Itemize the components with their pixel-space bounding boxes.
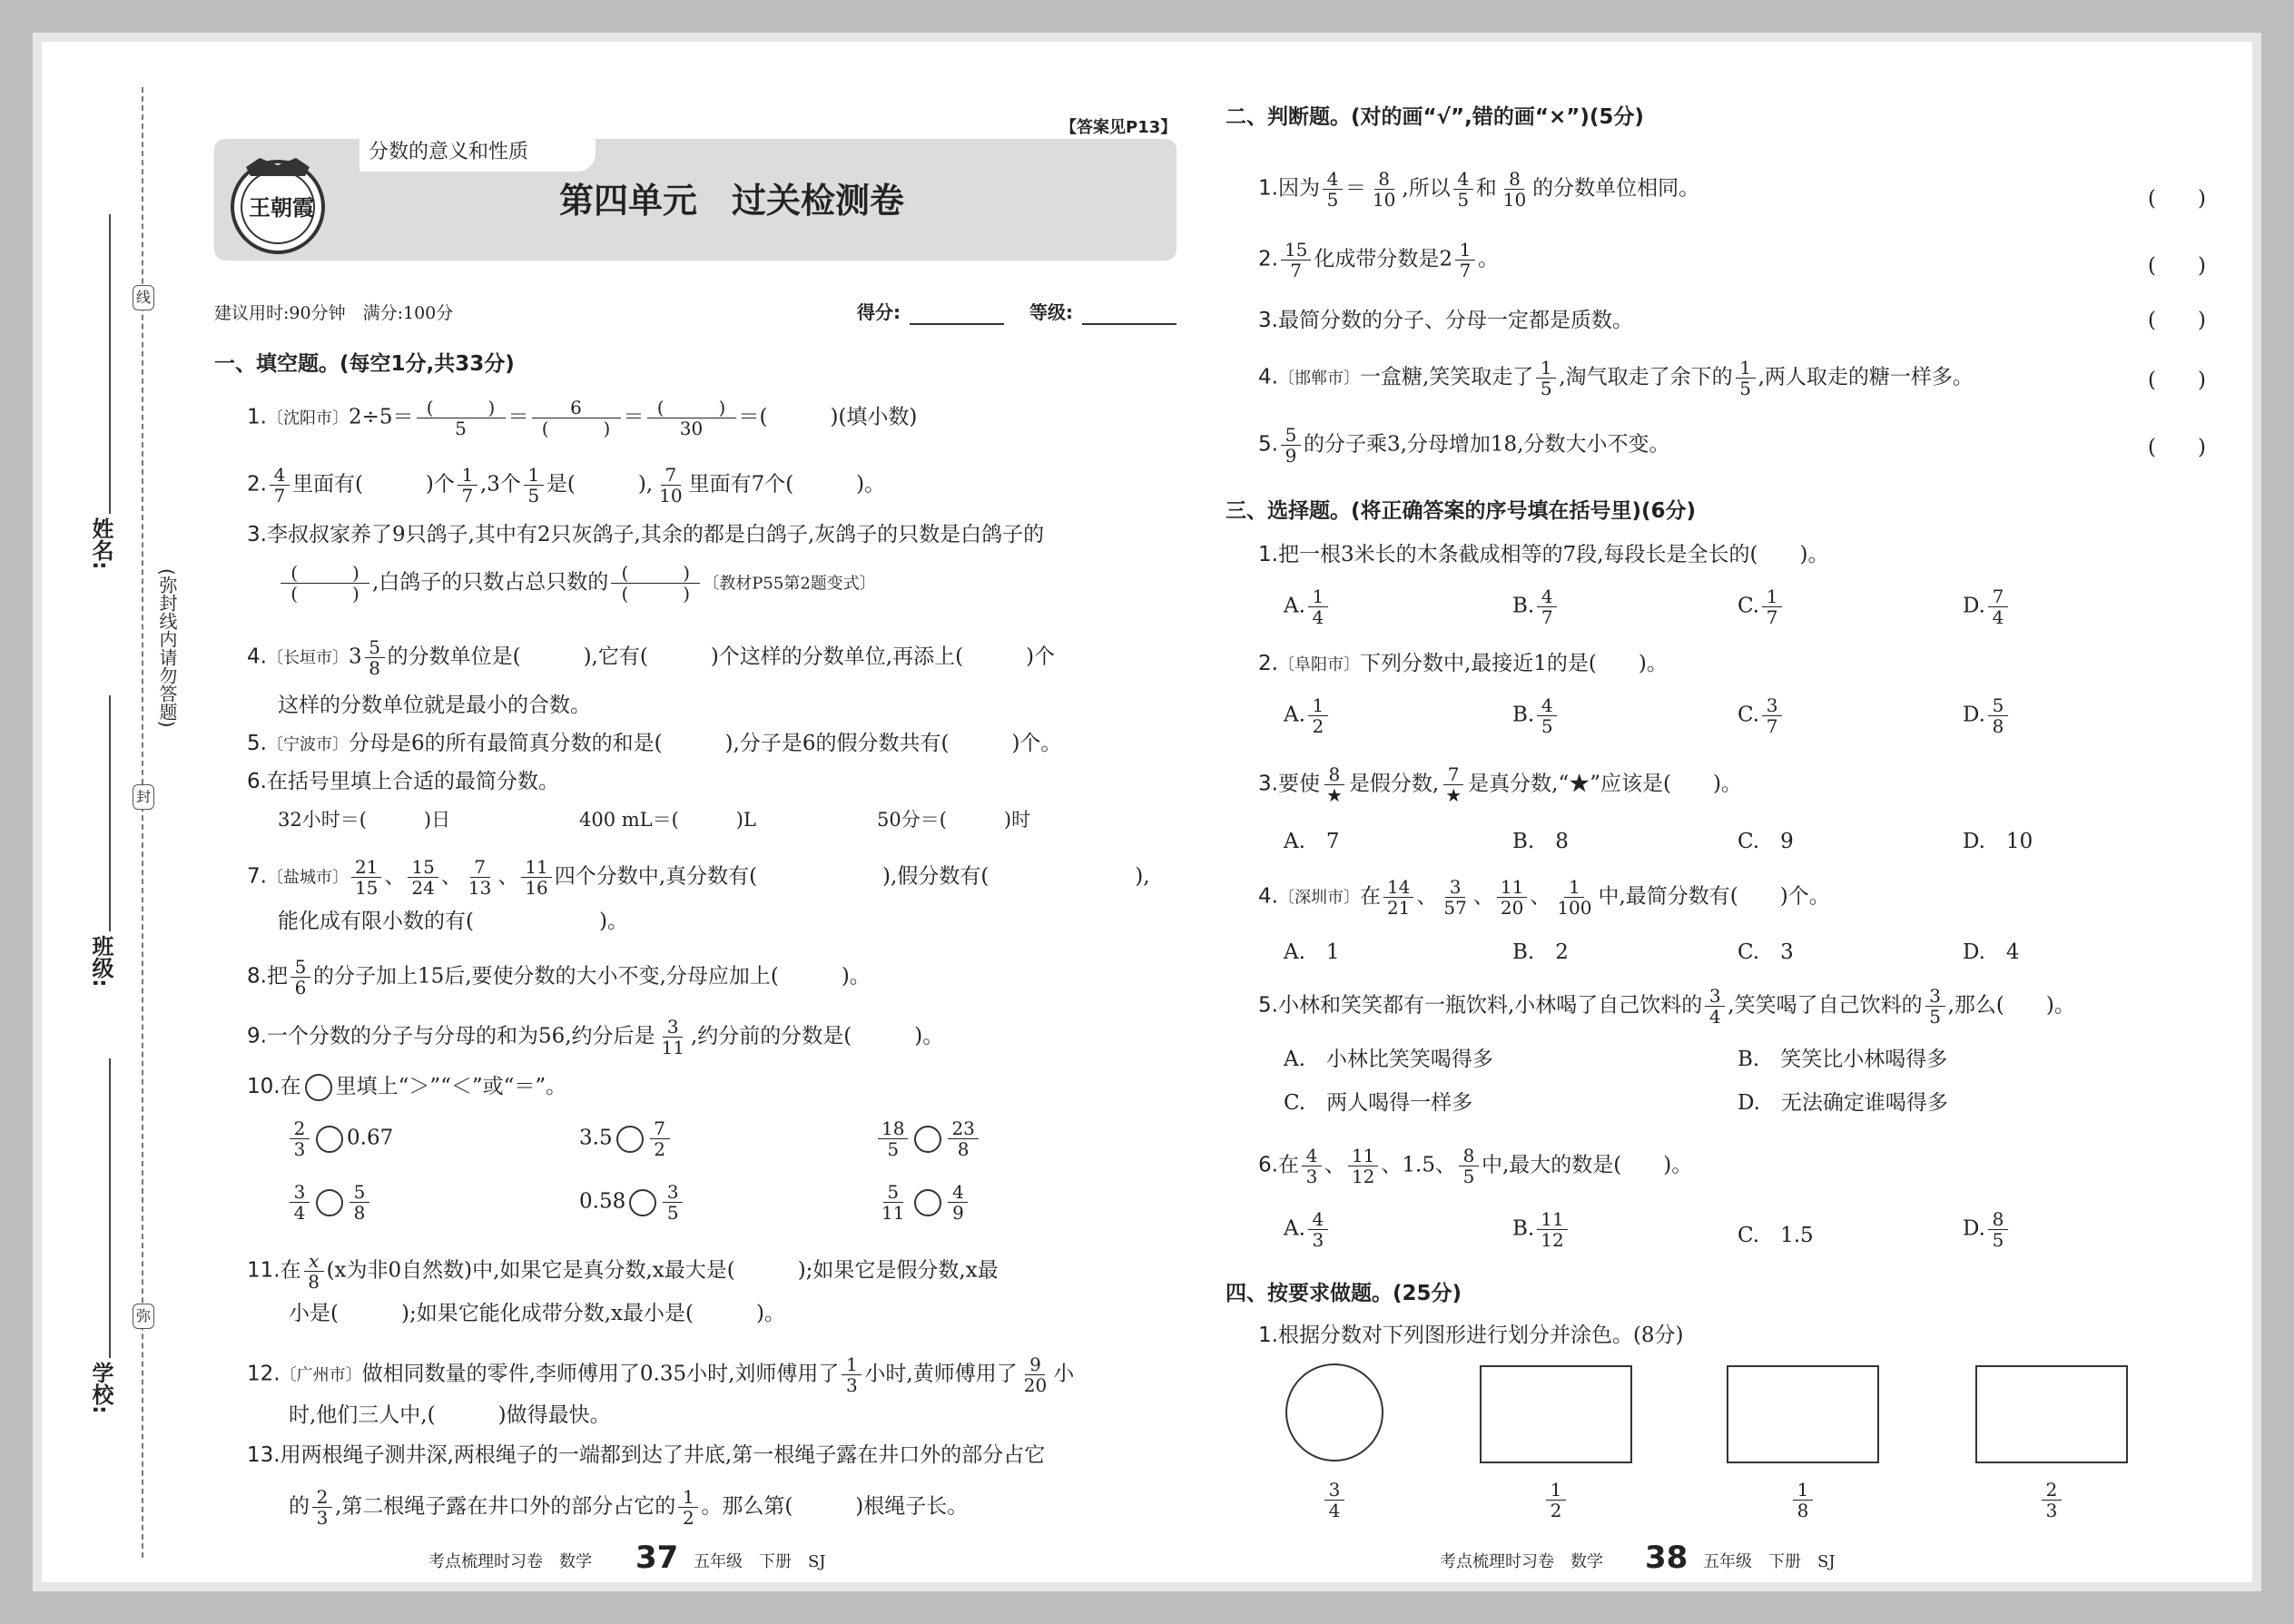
choice-5-c[interactable]: C. 两人喝得一样多 xyxy=(1284,1091,1473,1115)
shape-frac-2: $\frac{1}{2}$ xyxy=(1543,1480,1569,1521)
name-blank[interactable] xyxy=(109,214,111,514)
choice-3: 3.要使 8 ★ 是假分数, 7 ★ 是真分数,“★”应该是( )。 xyxy=(1258,763,1742,806)
choice-4-b[interactable]: B. 2 xyxy=(1512,940,1569,964)
judge-2: 2. $\frac{15}{7}$ 化成带分数是2 $\frac{1}{7}$ 。 xyxy=(1258,239,1500,281)
q10-item-1: $\frac{2}{3}$ 0.67 xyxy=(287,1118,393,1159)
q10-item-5: 0.58 $\frac{3}{5}$ xyxy=(579,1182,685,1223)
grade-blank[interactable] xyxy=(1082,323,1177,325)
question-6: 6.在括号里填上合适的最简分数。 xyxy=(247,770,559,793)
q10-item-3: $\frac{18}{5}$ $\frac{23}{8}$ xyxy=(875,1118,981,1159)
question-10: 10.在 里填上“＞”“＜”或“＝”。 xyxy=(247,1073,566,1101)
class-label: 班级: xyxy=(88,935,113,988)
answer-ref: 【答案见P13】 xyxy=(1060,118,1177,137)
judge-5-answer[interactable]: ( ) xyxy=(2148,436,2206,459)
choice-1-d[interactable]: D. $\frac{7}{4}$ xyxy=(1963,586,2011,627)
choice-1-a[interactable]: A. $\frac{1}{4}$ xyxy=(1284,586,1331,627)
shape-frac-4: $\frac{2}{3}$ xyxy=(2039,1480,2064,1521)
left-page-number: 37 xyxy=(635,1540,679,1576)
class-blank[interactable] xyxy=(109,695,111,931)
choice-6: 6.在 $\frac{4}{3}$ 、 $\frac{11}{12}$ 、1.5、 $\frac{8}{5}$ 中,最大的数是( )。 xyxy=(1258,1145,1693,1187)
judge-4: 4.〔邯郸市〕一盒糖,笑笑取走了 $\frac{1}{5}$ ,淘气取走了余下的 $\frac{1}{5}$ ,两人取走的糖一样多。 xyxy=(1258,357,1974,399)
choice-4-d[interactable]: D. 4 xyxy=(1963,940,2020,964)
left-footer-a: 考点梳理时习卷 数学 xyxy=(428,1552,592,1571)
question-5: 5.〔宁波市〕分母是6的所有最简真分数的和是( ),分子是6的假分数共有( )个。 xyxy=(247,732,1062,755)
question-13: 13.用两根绳子测井深,两根绳子的一端都到达了井底,第一根绳子露在井口外的部分占它 xyxy=(247,1443,1046,1467)
rect-shape-2[interactable] xyxy=(1727,1365,1879,1463)
rect-shape-1[interactable] xyxy=(1480,1365,1632,1463)
choice-5-d[interactable]: D. 无法确定谁喝得多 xyxy=(1738,1091,1948,1115)
section-task-title: 四、按要求做题。(25分) xyxy=(1226,1282,1462,1305)
question-7: 7.〔盐城市〕 $\frac{21}{15}$ 、 $\frac{15}{24}$ 、 $\frac{7}{13}$ 、 $\frac{11}{16}$ 四个分数中,真分数有( ),假分数有( ), xyxy=(247,856,1150,899)
question-3-line2: ( ) ( ) ,白鸽子的只数占总只数的 ( ) ( ) 〔教材P55第2题变式〕 xyxy=(278,563,876,604)
judge-2-answer[interactable]: ( ) xyxy=(2148,254,2206,278)
question-6-b: 400 mL＝( )L xyxy=(579,809,756,831)
choice-4: 4.〔深圳市〕在 $\frac{14}{21}$ 、 $\frac{3}{57}$ 、 $\frac{11}{20}$ 、 $\frac{1}{100}$ 中,最简分数有( )个。 xyxy=(1258,876,1830,919)
choice-1: 1.把一根3米长的木条截成相等的7段,每段长是全长的( )。 xyxy=(1258,543,1829,566)
judge-1-answer[interactable]: ( ) xyxy=(2148,187,2206,211)
exam-sheet xyxy=(33,33,2261,1591)
logo-text: 王朝霞 xyxy=(249,194,314,221)
question-1: 1.〔沈阳市〕2÷5＝ ( ) 5 ＝ 6 ( ) ＝ ( ) 30 ＝( )(填小数) xyxy=(247,397,918,439)
q10-item-4: $\frac{3}{4}$ $\frac{5}{8}$ xyxy=(287,1182,372,1223)
choice-1-c[interactable]: C. $\frac{1}{7}$ xyxy=(1738,586,1785,627)
seal-char-line: 线 xyxy=(133,285,154,310)
score-blank[interactable] xyxy=(910,323,1004,325)
question-11-line2: 小是( );如果它能化成带分数,x最小是( )。 xyxy=(289,1302,785,1325)
logo xyxy=(223,149,332,258)
judge-4-answer[interactable]: ( ) xyxy=(2148,369,2206,392)
grade-label: 等级: xyxy=(1029,301,1073,323)
question-3: 3.李叔叔家养了9只鸽子,其中有2只灰鸽子,其余的都是白鸽子,灰鸽子的只数是白鸽子的 xyxy=(247,523,1045,546)
time-info: 建议用时:90分钟 满分:100分 xyxy=(214,303,454,323)
judge-5: 5. $\frac{5}{9}$ 的分子乘3,分母增加18,分数大小不变。 xyxy=(1258,424,1670,467)
choice-5-b[interactable]: B. 笑笑比小林喝得多 xyxy=(1738,1048,1948,1071)
choice-3-a[interactable]: A. 7 xyxy=(1284,830,1340,853)
choice-6-d[interactable]: D. $\frac{8}{5}$ xyxy=(1963,1209,2011,1250)
choice-3-d[interactable]: D. 10 xyxy=(1963,830,2033,853)
choice-1-b[interactable]: B. $\frac{4}{7}$ xyxy=(1512,586,1560,627)
task-1: 1.根据分数对下列图形进行划分并涂色。(8分) xyxy=(1258,1324,1684,1347)
judge-3-answer[interactable]: ( ) xyxy=(2148,309,2206,332)
right-footer-a: 考点梳理时习卷 数学 xyxy=(1440,1552,1603,1571)
choice-2-b[interactable]: B. $\frac{4}{5}$ xyxy=(1512,695,1560,736)
question-12-line2: 时,他们三人中,( )做得最快。 xyxy=(289,1403,611,1427)
choice-6-b[interactable]: B. $\frac{11}{12}$ xyxy=(1512,1209,1570,1250)
choice-3-b[interactable]: B. 8 xyxy=(1512,830,1569,853)
header-subtitle: 分数的意义和性质 xyxy=(369,141,529,163)
choice-6-c[interactable]: C. 1.5 xyxy=(1738,1224,1814,1247)
shape-frac-1: $\frac{3}{4}$ xyxy=(1322,1480,1347,1521)
judge-1: 1.因为 $\frac{4}{5}$ ＝ $\frac{8}{10}$ ,所以 $\frac{4}{5}$ 和 $\frac{8}{10}$ 的分数单位相同。 xyxy=(1258,168,1700,211)
question-4-line2: 这样的分数单位就是最小的合数。 xyxy=(278,694,591,717)
q10-item-2: 3.5 $\frac{7}{2}$ xyxy=(579,1118,673,1159)
choice-2: 2.〔阜阳市〕下列分数中,最接近1的是( )。 xyxy=(1258,652,1668,675)
left-footer-b: 五年级 下册 SJ xyxy=(694,1552,826,1571)
rect-shape-3[interactable] xyxy=(1975,1365,2128,1463)
choice-4-a[interactable]: A. 1 xyxy=(1284,940,1340,964)
question-2: 2. $\frac{4}{7}$ 里面有( )个 $\frac{1}{7}$ ,3个 $\frac{1}{5}$ 是( ), $\frac{7}{10}$ 里面有7个( )。 xyxy=(247,464,886,507)
circle-shape[interactable] xyxy=(1285,1363,1383,1462)
right-footer-b: 五年级 下册 SJ xyxy=(1703,1552,1836,1571)
question-6-c: 50分＝( )时 xyxy=(877,809,1031,831)
section-judge-title: 二、判断题。(对的画“√”,错的画“×”)(5分) xyxy=(1226,105,1644,129)
section-choice-title: 三、选择题。(将正确答案的序号填在括号里)(6分) xyxy=(1226,499,1697,523)
school-blank[interactable] xyxy=(109,1058,111,1358)
seal-notice: (弥封线内请勿答题) xyxy=(156,568,178,728)
name-label: 姓名: xyxy=(88,517,113,570)
q10-item-6: $\frac{5}{11}$ $\frac{4}{9}$ xyxy=(875,1182,970,1223)
choice-5: 5.小林和笑笑都有一瓶饮料,小林喝了自己饮料的 $\frac{3}{4}$ ,笑笑喝了自己饮料的 $\frac{3}{5}$ ,那么( )。 xyxy=(1258,985,2075,1028)
choice-2-d[interactable]: D. $\frac{5}{8}$ xyxy=(1963,695,2011,736)
question-6-a: 32小时＝( )日 xyxy=(278,809,451,831)
choice-5-a[interactable]: A. 小林比笑笑喝得多 xyxy=(1284,1048,1493,1071)
score-label: 得分: xyxy=(857,301,901,323)
page-title: 第四单元 过关检测卷 xyxy=(559,181,905,221)
question-8: 8.把 $\frac{5}{6}$ 的分子加上15后,要使分数的大小不变,分母应加上( )。 xyxy=(247,956,871,999)
question-12: 12.〔广州市〕做相同数量的零件,李师傅用了0.35小时,刘师傅用了 $\frac{1}{3}$ 小时,黄师傅用了 $\frac{9}{20}$ 小 xyxy=(247,1353,1075,1396)
choice-4-c[interactable]: C. 3 xyxy=(1738,940,1794,964)
choice-6-a[interactable]: A. $\frac{4}{3}$ xyxy=(1284,1209,1331,1250)
school-label: 学校: xyxy=(88,1362,113,1414)
choice-2-c[interactable]: C. $\frac{3}{7}$ xyxy=(1738,695,1785,736)
right-page-number: 38 xyxy=(1645,1540,1689,1576)
seal-char-close: 弥 xyxy=(133,1304,154,1329)
question-7-line2: 能化成有限小数的有( )。 xyxy=(278,910,628,933)
choice-3-c[interactable]: C. 9 xyxy=(1738,830,1794,853)
question-9: 9.一个分数的分子与分母的和为56,约分后是 $\frac{3}{11}$ ,约分前的分数是( )。 xyxy=(247,1016,944,1058)
question-11: 11.在 $\frac{x}{8}$ (x为非0自然数)中,如果它是真分数,x最大是( );如果它是假分数,x最 xyxy=(247,1250,999,1293)
shape-frac-3: $\frac{1}{8}$ xyxy=(1790,1480,1816,1521)
judge-3: 3.最简分数的分子、分母一定都是质数。 xyxy=(1258,309,1633,332)
seal-char-seal: 封 xyxy=(133,784,154,810)
question-4: 4.〔长垣市〕3 $\frac{5}{8}$ 的分数单位是( ),它有( )个这样的分数单位,再添上( )个 xyxy=(247,636,1056,679)
question-13-line2: 的 $\frac{2}{3}$ ,第二根绳子露在井口外的部分占它的 $\frac{1}{2}$ 。那么第( )根绳子长。 xyxy=(289,1486,969,1529)
choice-2-a[interactable]: A. $\frac{1}{2}$ xyxy=(1284,695,1331,736)
section-fill-title: 一、填空题。(每空1分,共33分) xyxy=(214,352,515,376)
